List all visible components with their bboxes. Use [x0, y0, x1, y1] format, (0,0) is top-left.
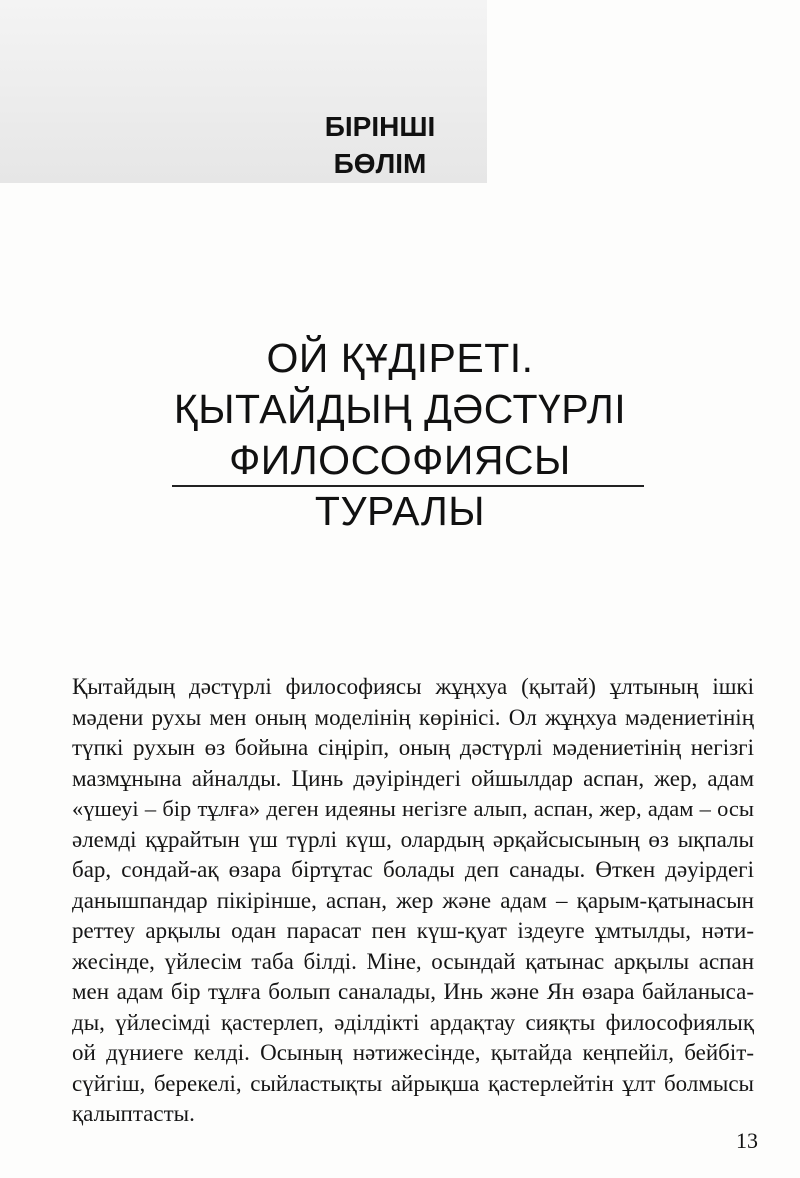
body-line: ой дүниеге келді. Осының нәтижесінде, қытайда кеңпейіл, бейбіт-: [72, 1040, 754, 1065]
body-line: ды, үйлесімді қастерлеп, әділдікті ардақтау сияқты философиялық: [72, 1009, 754, 1035]
part-heading-line-1: БІРІНШІ: [324, 111, 436, 142]
body-line: әлемді құрайтын үш түрлі күш, олардың әрқайсысының өз ықпалы: [72, 826, 754, 852]
body-line: реттеу арқылы одан парасат пен күш-қуат іздеуге ұмтылды, нәти-: [72, 918, 754, 943]
body-line: данышпандар пікірінше, аспан, жер және адам – қарым-қатынасын: [72, 887, 754, 913]
body-line: мәдени рухы мен оның моделінің көрінісі. Ол жұңхуа мәдениетінің: [72, 704, 754, 730]
chapter-title-line-2: ҚЫТАЙДЫҢ ДӘСТҮРЛІ: [173, 386, 627, 432]
body-line: түпкі рухын өз бойына сіңіріп, оның дәстүрлі мәдениетінің негізгі: [72, 735, 754, 760]
body-line: Қытайдың дәстүрлі философиясы жұңхуа (қытай) ұлтының ішкі: [72, 674, 754, 699]
page-number: 13: [736, 1128, 758, 1153]
chapter-title-line-3: ФИЛОСОФИЯСЫ ТУРАЛЫ: [229, 437, 571, 534]
body-line: сүйгіш, берекелі, сыйластықты айрықша қастерлейтін ұлт болмысы: [72, 1070, 754, 1096]
body-line: қалыптасты.: [72, 1101, 195, 1126]
body-line: бар, сондай-ақ өзара біртұтас болады деп санады. Өткен дәуірдегі: [72, 857, 754, 882]
body-line: мазмұнына айналды. Цинь дәуіріндегі ойшылдар аспан, жер, адам: [72, 765, 754, 791]
part-heading-line-2: БӨЛІМ: [333, 148, 427, 179]
title-divider: [172, 485, 644, 487]
chapter-title-line-1: ОЙ ҚҰДІРЕТІ.: [266, 335, 534, 381]
part-heading: [300, 108, 460, 182]
body-line: «үшеуі – бір тұлға» деген идеяны негізге алып, аспан, жер, адам – осы: [72, 796, 754, 821]
body-line: жесінде, үйлесім таба білді. Міне, осындай қатынас арқылы аспан: [72, 948, 754, 974]
body-line: мен адам бір тұлға болып саналады, Инь және Ян өзара байланыса-: [72, 979, 754, 1004]
body-paragraph: [72, 672, 754, 1130]
chapter-title: [150, 333, 650, 537]
